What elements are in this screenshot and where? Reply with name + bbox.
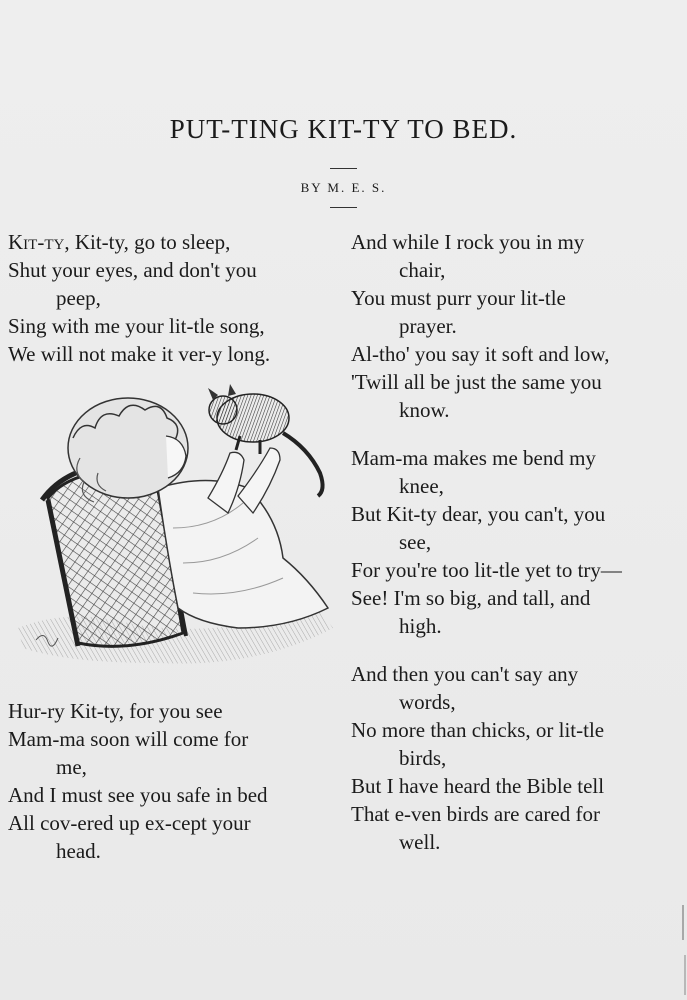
verse-line: But I have heard the Bible tell	[351, 774, 605, 798]
verse-line	[8, 228, 270, 256]
verse-line: Mam-ma soon will come for	[8, 727, 249, 751]
verse-line: chair,	[399, 258, 446, 282]
verse-line: words,	[399, 690, 456, 714]
title-rule	[330, 168, 357, 169]
verse-line: head.	[56, 839, 101, 863]
stanza-left-bottom	[8, 697, 268, 865]
verse-line: prayer.	[399, 314, 457, 338]
verse-line-rest: , Kit-ty, go to sleep,	[64, 230, 231, 254]
verse-line: All cov-ered up ex-cept your	[8, 811, 251, 835]
verse-line: Sing with me your lit-tle song,	[8, 314, 265, 338]
verse-line: But Kit-ty dear, you can't, you	[351, 502, 606, 526]
verse-line: well.	[399, 830, 441, 854]
byline: BY M. E. S.	[300, 180, 387, 195]
stanza-right-2	[351, 444, 622, 640]
verse-line: Shut your eyes, and don't you	[8, 258, 257, 282]
verse-line: We will not make it ver-y long.	[8, 342, 271, 366]
verse-line: That e-ven birds are cared for	[351, 802, 600, 826]
poem-title: PUT-TING KIT-TY TO BED.	[169, 114, 518, 144]
verse-line: see,	[399, 530, 432, 554]
verse-line: 'Twill all be just the same you	[351, 370, 602, 394]
verse-line: And I must see you safe in bed	[8, 783, 268, 807]
page-edge-marks	[679, 900, 687, 1000]
verse-line: For you're too lit-tle yet to try—	[351, 558, 622, 582]
verse-line: No more than chicks, or lit-tle	[351, 718, 605, 742]
verse-line: See! I'm so big, and tall, and	[351, 586, 591, 610]
verse-line: me,	[56, 755, 87, 779]
verse-line: And while I rock you in my	[351, 230, 585, 254]
stanza-right-1	[351, 228, 622, 424]
child-with-kitten-illustration	[8, 378, 338, 670]
verse-line: And then you can't say any	[351, 662, 579, 686]
verse-line: know.	[399, 398, 450, 422]
verse-line: Hur-ry Kit-ty, for you see	[8, 699, 223, 723]
verse-line: high.	[399, 614, 442, 638]
verse-initial-word: Kit-ty	[8, 230, 65, 254]
verse-line: Al-tho' you say it soft and low,	[351, 342, 610, 366]
verse-line: birds,	[399, 746, 447, 770]
verse-line: knee,	[399, 474, 444, 498]
stanza-gap	[351, 640, 622, 660]
verse-line: Mam-ma makes me bend my	[351, 446, 596, 470]
stanza-right-3	[351, 660, 622, 856]
stanzas-right	[351, 228, 622, 856]
byline-rule	[330, 207, 357, 208]
verse-line: You must purr your lit-tle	[351, 286, 566, 310]
stanza-gap	[351, 424, 622, 444]
stanza-left-top	[8, 228, 270, 368]
verse-line: peep,	[56, 286, 101, 310]
